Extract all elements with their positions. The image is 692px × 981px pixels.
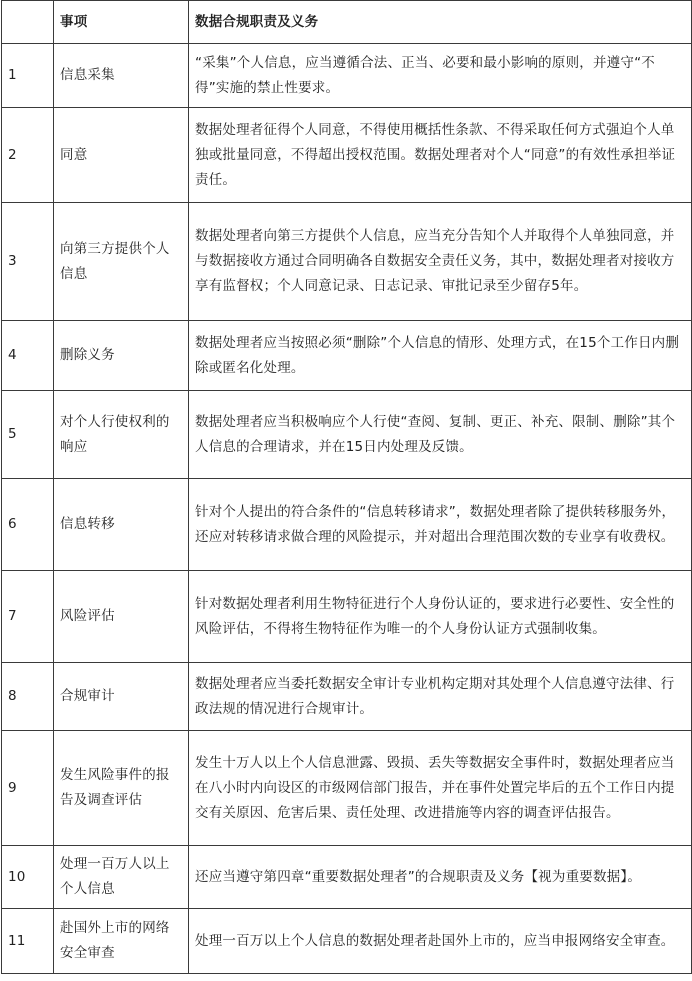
row-description: 数据处理者应当积极响应个人行使“查阅、复制、更正、补充、限制、删除”其个人信息的合理请求，并在15日内处理及反馈。	[189, 391, 692, 479]
row-description: 处理一百万以上个人信息的数据处理者赴国外上市的，应当申报网络安全审查。	[189, 909, 692, 974]
table-row	[2, 321, 692, 391]
row-description: 数据处理者征得个人同意，不得使用概括性条款、不得采取任何方式强迫个人单独或批量同意，不得超出授权范围。数据处理者对个人“同意”的有效性承担举证责任。	[189, 108, 692, 203]
row-description: “采集”个人信息，应当遵循合法、正当、必要和最小影响的原则，并遵守“不得”实施的禁止性要求。	[189, 44, 692, 108]
row-description: 数据处理者向第三方提供个人信息，应当充分告知个人并取得个人单独同意，并与数据接收方通过合同明确各自数据安全责任义务，其中，数据处理者对接收方享有监督权；个人同意记录、日志记录、审批记录至少留存5年。	[189, 203, 692, 321]
row-item: 对个人行使权利的响应	[54, 391, 189, 479]
table-row	[2, 731, 692, 846]
row-number: 7	[2, 571, 54, 663]
row-item: 同意	[54, 108, 189, 203]
row-item: 向第三方提供个人信息	[54, 203, 189, 321]
row-description: 针对数据处理者利用生物特征进行个人身份认证的，要求进行必要性、安全性的风险评估，不得将生物特征作为唯一的个人身份认证方式强制收集。	[189, 571, 692, 663]
row-item: 信息转移	[54, 479, 189, 571]
row-item: 合规审计	[54, 663, 189, 731]
row-number: 9	[2, 731, 54, 846]
header-description: 数据合规职责及义务	[189, 1, 692, 44]
row-item: 处理一百万人以上个人信息	[54, 846, 189, 909]
row-number: 4	[2, 321, 54, 391]
table-row	[2, 44, 692, 108]
table-row	[2, 909, 692, 974]
table-row	[2, 663, 692, 731]
compliance-table	[1, 0, 692, 974]
row-number: 6	[2, 479, 54, 571]
row-number: 5	[2, 391, 54, 479]
table-row	[2, 846, 692, 909]
row-item: 信息采集	[54, 44, 189, 108]
table-row	[2, 203, 692, 321]
table-row	[2, 479, 692, 571]
header-number	[2, 1, 54, 44]
row-number: 3	[2, 203, 54, 321]
row-number: 10	[2, 846, 54, 909]
table-header-row	[2, 1, 692, 44]
row-number: 8	[2, 663, 54, 731]
row-number: 1	[2, 44, 54, 108]
row-description: 数据处理者应当按照必须“删除”个人信息的情形、处理方式，在15个工作日内删除或匿名化处理。	[189, 321, 692, 391]
row-item: 赴国外上市的网络安全审查	[54, 909, 189, 974]
row-number: 11	[2, 909, 54, 974]
table-row	[2, 391, 692, 479]
row-number: 2	[2, 108, 54, 203]
table-row	[2, 108, 692, 203]
row-description: 还应当遵守第四章“重要数据处理者”的合规职责及义务【视为重要数据】。	[189, 846, 692, 909]
row-item: 删除义务	[54, 321, 189, 391]
row-item: 发生风险事件的报告及调查评估	[54, 731, 189, 846]
table-row	[2, 571, 692, 663]
row-description: 发生十万人以上个人信息泄露、毁损、丢失等数据安全事件时，数据处理者应当在八小时内向设区的市级网信部门报告，并在事件处置完毕后的五个工作日内提交有关原因、危害后果、责任处理、改进措施等内容的调查评估报告。	[189, 731, 692, 846]
row-item: 风险评估	[54, 571, 189, 663]
row-description: 针对个人提出的符合条件的“信息转移请求”，数据处理者除了提供转移服务外，还应对转移请求做合理的风险提示，并对超出合理范围次数的专业享有收费权。	[189, 479, 692, 571]
header-item: 事项	[54, 1, 189, 44]
row-description: 数据处理者应当委托数据安全审计专业机构定期对其处理个人信息遵守法律、行政法规的情况进行合规审计。	[189, 663, 692, 731]
